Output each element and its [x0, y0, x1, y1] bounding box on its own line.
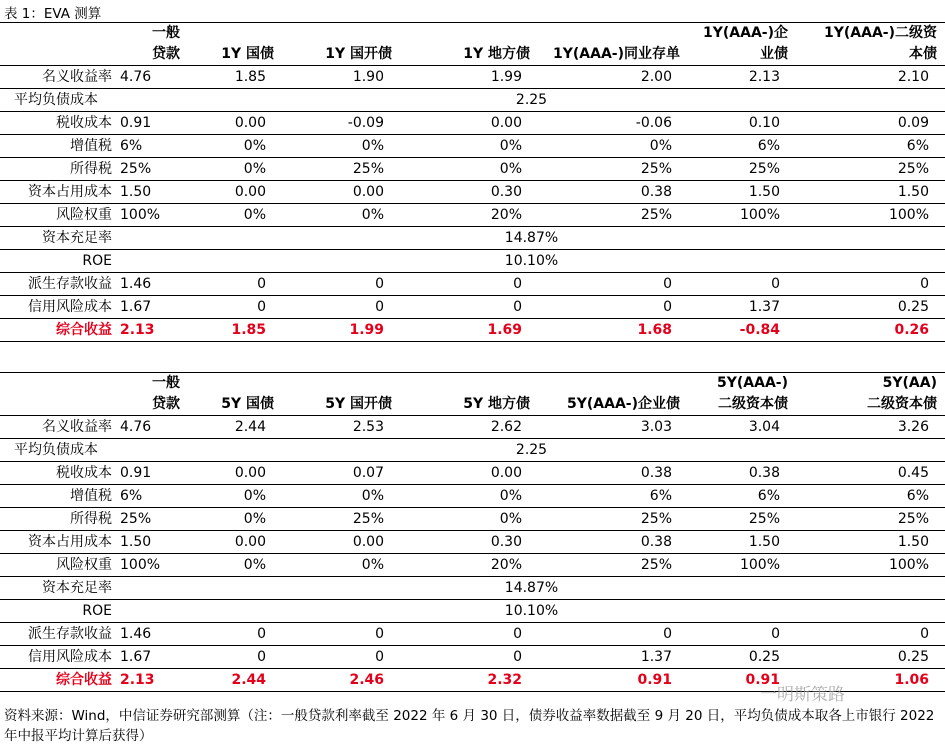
table-row [0, 112, 945, 135]
table-cell: 0% [188, 508, 282, 531]
row-label: 所得税 [0, 508, 120, 531]
column-header [120, 23, 188, 66]
table-cell: 0.91 [120, 112, 188, 135]
merged-value: 10.10% [120, 600, 945, 623]
column-header [282, 373, 400, 416]
column-header-line: 1Y 国债 [221, 46, 274, 62]
table-cell: 100% [796, 204, 945, 227]
source-note: 资料来源：Wind，中信证券研究部测算（注：一般贷款利率截至 2022 年 6 月 30 日，债券收益率数据截至 9 月 20 日，平均负债成本取各上市银行 2022 年中报平均计算后获得） [4, 708, 935, 744]
table-cell: 0 [538, 273, 688, 296]
column-header-line [538, 373, 680, 394]
table-cell: 0 [188, 646, 282, 669]
table-cell: 1.67 [120, 646, 188, 669]
table-cell: 0 [796, 273, 945, 296]
column-header-line: 5Y 国债 [221, 396, 274, 412]
column-header-line: 5Y(AAA-) [717, 375, 788, 391]
table-row [0, 531, 945, 554]
table-cell: 20% [400, 204, 538, 227]
column-header [400, 23, 538, 66]
column-header-line: 5Y 地方债 [463, 396, 530, 412]
total-row [0, 319, 945, 342]
column-header-line: 1Y 地方债 [463, 46, 530, 62]
table-cell: 0 [400, 646, 538, 669]
table-cell: 25% [796, 158, 945, 181]
column-header-line [0, 394, 112, 415]
row-label: ROE [0, 250, 120, 273]
table-cell: 25% [538, 554, 688, 577]
row-label: 信用风险成本 [0, 296, 120, 319]
table-cell: 0% [188, 485, 282, 508]
table-cell: 0.00 [400, 462, 538, 485]
table-cell: 0 [282, 296, 400, 319]
row-label: 派生存款收益 [0, 273, 120, 296]
table-cell: 0% [188, 158, 282, 181]
table-cell: 20% [400, 554, 538, 577]
row-label: 综合收益 [0, 319, 120, 342]
column-header-line: 1Y(AAA-)二级资 [824, 25, 937, 41]
column-header-line [0, 373, 112, 394]
column-header-line [0, 44, 112, 65]
table-cell: 0.38 [538, 531, 688, 554]
column-header [796, 23, 945, 66]
table-cell: 1.50 [688, 531, 796, 554]
table-cell: 100% [120, 554, 188, 577]
table-cell: -0.09 [282, 112, 400, 135]
eva-table-1y [0, 23, 945, 342]
row-label: 所得税 [0, 158, 120, 181]
column-header-line: 二级资本债 [718, 396, 788, 412]
table-cell: 1.06 [796, 669, 945, 692]
merged-value: 10.10% [120, 250, 945, 273]
table-cell: 1.85 [188, 66, 282, 89]
table-cell: 6% [688, 135, 796, 158]
table-cell: 3.03 [538, 416, 688, 439]
table-cell: 0 [538, 623, 688, 646]
table-cell: 1.50 [796, 531, 945, 554]
row-label: 增值税 [0, 135, 120, 158]
table-cell: 1.50 [120, 181, 188, 204]
column-header [796, 373, 945, 416]
table-cell: 0.45 [796, 462, 945, 485]
table-cell: 0% [400, 135, 538, 158]
column-header [120, 373, 188, 416]
table-cell: 0.91 [538, 669, 688, 692]
column-header-line [282, 23, 392, 44]
table-cell: -0.06 [538, 112, 688, 135]
table-cell: 0% [282, 554, 400, 577]
table-row [0, 623, 945, 646]
table-cell: 0.91 [688, 669, 796, 692]
table-cell: 2.13 [120, 319, 188, 342]
column-header-line [400, 373, 530, 394]
table-cell: 1.69 [400, 319, 538, 342]
table-row [0, 577, 945, 600]
table-row [0, 462, 945, 485]
table-cell: 0.00 [188, 181, 282, 204]
table-cell: 0.25 [688, 646, 796, 669]
merged-value: 2.25 [120, 439, 945, 462]
table-cell: 2.44 [188, 669, 282, 692]
row-label: 信用风险成本 [0, 646, 120, 669]
table-cell: 0.38 [538, 181, 688, 204]
watermark: 一明斯策路 [760, 685, 845, 705]
table-cell: 0.25 [796, 296, 945, 319]
table-cell: 0% [188, 554, 282, 577]
table-cell: 0 [688, 623, 796, 646]
table-cell: 0.00 [400, 112, 538, 135]
table-cell: 1.67 [120, 296, 188, 319]
table-cell: 1.85 [188, 319, 282, 342]
table-cell: 1.46 [120, 273, 188, 296]
column-header [188, 23, 282, 66]
table-cell: -0.84 [688, 319, 796, 342]
table-cell: 0.25 [796, 646, 945, 669]
column-header-line: 一般 [152, 25, 180, 41]
table-row [0, 250, 945, 273]
table-cell: 6% [796, 135, 945, 158]
table-cell: 1.50 [796, 181, 945, 204]
table-cell: 2.44 [188, 416, 282, 439]
row-label: 综合收益 [0, 669, 120, 692]
table-cell: 100% [688, 204, 796, 227]
table-cell: 6% [120, 485, 188, 508]
row-label: 税收成本 [0, 112, 120, 135]
column-header-line [188, 23, 274, 44]
table-cell: 2.62 [400, 416, 538, 439]
column-header-line: 业债 [760, 46, 788, 62]
table-row [0, 296, 945, 319]
merged-value: 2.25 [120, 89, 945, 112]
column-header-line [400, 23, 530, 44]
table-cell: 1.50 [688, 181, 796, 204]
table-cell: 0.07 [282, 462, 400, 485]
table-cell: 0 [188, 273, 282, 296]
table-cell: 25% [282, 158, 400, 181]
table-cell: 2.32 [400, 669, 538, 692]
table-cell: 0% [400, 508, 538, 531]
table-cell: 100% [120, 204, 188, 227]
row-label: 派生存款收益 [0, 623, 120, 646]
table-cell: 0% [400, 485, 538, 508]
table-cell: 0.30 [400, 531, 538, 554]
header-row [0, 373, 945, 416]
eva-table-5y [0, 373, 945, 692]
table-cell: 0.26 [796, 319, 945, 342]
column-header-line: 一般 [152, 375, 180, 391]
table-cell: 100% [796, 554, 945, 577]
row-label: 平均负债成本 [0, 89, 120, 112]
table-cell: 1.68 [538, 319, 688, 342]
header-row [0, 23, 945, 66]
table-cell: 6% [538, 485, 688, 508]
column-header-line: 贷款 [152, 46, 180, 62]
table-cell: 0% [188, 135, 282, 158]
column-header-line [282, 373, 392, 394]
table-cell: 1.99 [400, 66, 538, 89]
table-cell: 25% [688, 158, 796, 181]
table-cell: 3.04 [688, 416, 796, 439]
column-header-line [538, 23, 680, 44]
table-cell: 0.30 [400, 181, 538, 204]
table-row [0, 181, 945, 204]
row-label: 资本占用成本 [0, 531, 120, 554]
table-cell: 2.13 [120, 669, 188, 692]
table-cell: 0% [282, 204, 400, 227]
column-header-line: 贷款 [152, 396, 180, 412]
column-header-line: 二级资本债 [867, 396, 937, 412]
table-cell: 25% [538, 158, 688, 181]
column-header-line: 1Y(AAA-)企 [703, 25, 788, 41]
column-header [282, 23, 400, 66]
row-label: 风险权重 [0, 204, 120, 227]
table-cell: 0 [400, 623, 538, 646]
table-cell: 0% [538, 135, 688, 158]
table-cell: 6% [120, 135, 188, 158]
table-cell: 0 [688, 273, 796, 296]
table-cell: 0.00 [282, 181, 400, 204]
table-cell: 1.99 [282, 319, 400, 342]
table-row [0, 227, 945, 250]
row-label: 平均负债成本 [0, 439, 120, 462]
table-cell: 0% [400, 158, 538, 181]
merged-value: 14.87% [120, 227, 945, 250]
row-label: 税收成本 [0, 462, 120, 485]
column-header-line: 5Y 国开债 [325, 396, 392, 412]
table-cell: 2.10 [796, 66, 945, 89]
table-cell: 25% [538, 204, 688, 227]
row-label: 名义收益率 [0, 416, 120, 439]
table-cell: 4.76 [120, 416, 188, 439]
table-cell: 25% [282, 508, 400, 531]
column-header [188, 373, 282, 416]
table-cell: 0% [188, 204, 282, 227]
merged-value: 14.87% [120, 577, 945, 600]
table-row [0, 600, 945, 623]
table-cell: 0 [400, 273, 538, 296]
column-header [400, 373, 538, 416]
row-label: 名义收益率 [0, 66, 120, 89]
table-cell: 0 [282, 623, 400, 646]
table-cell: 1.90 [282, 66, 400, 89]
table-row [0, 89, 945, 112]
column-header-line: 5Y(AA) [882, 375, 937, 391]
table-cell: 0% [282, 135, 400, 158]
row-label: 资本占用成本 [0, 181, 120, 204]
table-cell: 25% [538, 508, 688, 531]
table-cell: 0.91 [120, 462, 188, 485]
column-header [0, 23, 120, 66]
table-row [0, 646, 945, 669]
table-row [0, 66, 945, 89]
column-header [0, 373, 120, 416]
table-cell: 2.53 [282, 416, 400, 439]
table-cell: 3.26 [796, 416, 945, 439]
table-cell: 2.46 [282, 669, 400, 692]
table-cell: 0 [188, 296, 282, 319]
row-label: 资本充足率 [0, 227, 120, 250]
column-header [688, 373, 796, 416]
table-cell: 2.13 [688, 66, 796, 89]
column-header [538, 373, 688, 416]
table-cell: 0.00 [188, 112, 282, 135]
table-cell: 2.00 [538, 66, 688, 89]
table-cell: 25% [688, 508, 796, 531]
table-cell: 0.00 [282, 531, 400, 554]
table-cell: 0.38 [688, 462, 796, 485]
row-label: 资本充足率 [0, 577, 120, 600]
table-row [0, 204, 945, 227]
table-cell: 0.00 [188, 531, 282, 554]
column-header [688, 23, 796, 66]
column-header [538, 23, 688, 66]
table-cell: 0 [400, 296, 538, 319]
table-row [0, 485, 945, 508]
table-cell: 0% [282, 485, 400, 508]
table-row [0, 416, 945, 439]
table-row [0, 135, 945, 158]
table-cell: 0 [538, 296, 688, 319]
table-cell: 1.37 [688, 296, 796, 319]
column-header-line: 1Y 国开债 [325, 46, 392, 62]
table-cell: 1.46 [120, 623, 188, 646]
row-label: 风险权重 [0, 554, 120, 577]
table-cell: 100% [688, 554, 796, 577]
column-header-line: 1Y(AAA-)同业存单 [553, 46, 680, 62]
table-row [0, 273, 945, 296]
table-row [0, 439, 945, 462]
table-cell: 25% [796, 508, 945, 531]
table-cell: 6% [688, 485, 796, 508]
column-header-line [188, 373, 274, 394]
table-cell: 25% [120, 508, 188, 531]
table-cell: 0 [282, 273, 400, 296]
table-cell: 25% [120, 158, 188, 181]
table-cell: 0.10 [688, 112, 796, 135]
column-header-line: 本债 [909, 46, 937, 62]
table-row [0, 554, 945, 577]
row-label: 增值税 [0, 485, 120, 508]
table-cell: 0.00 [188, 462, 282, 485]
table-row [0, 508, 945, 531]
table-row [0, 158, 945, 181]
table-cell: 0.38 [538, 462, 688, 485]
table-cell: 1.37 [538, 646, 688, 669]
row-label: ROE [0, 600, 120, 623]
table-title: 表 1：EVA 测算 [4, 6, 102, 22]
table-cell: 1.50 [120, 531, 188, 554]
table-cell: 6% [796, 485, 945, 508]
column-header-line: 5Y(AAA-)企业债 [567, 396, 680, 412]
table-cell: 0.09 [796, 112, 945, 135]
table-cell: 4.76 [120, 66, 188, 89]
table-cell: 0 [188, 623, 282, 646]
table-cell: 0 [282, 646, 400, 669]
column-header-line [0, 23, 112, 44]
table-cell: 0 [796, 623, 945, 646]
